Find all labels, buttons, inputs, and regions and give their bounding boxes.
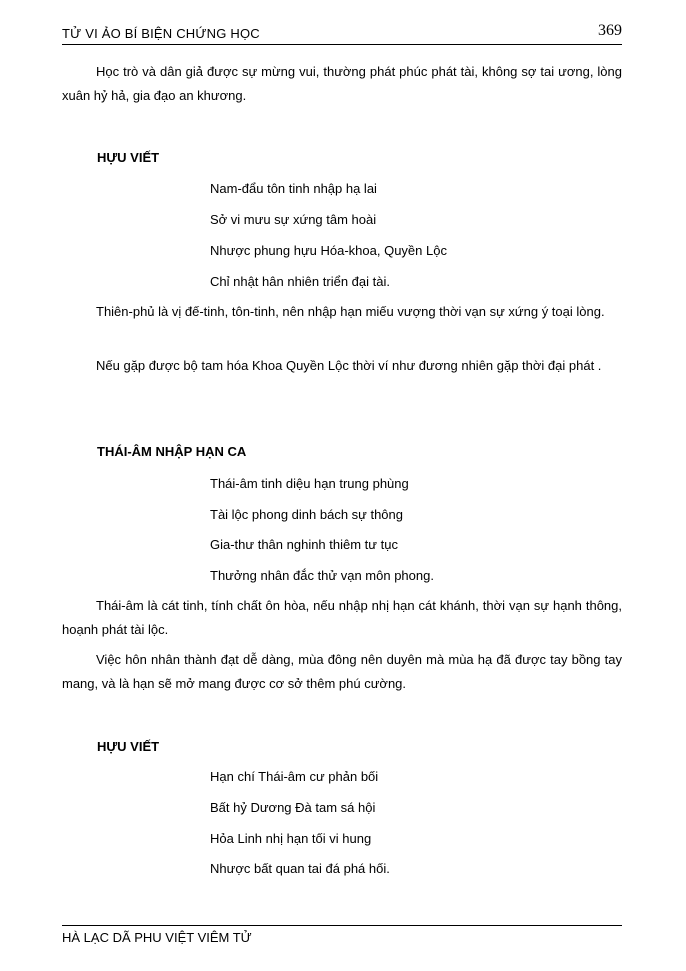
section-heading-thai-am: THÁI-ÂM NHẬP HẠN CA: [97, 444, 247, 459]
verse-line: Chỉ nhật hân nhiên triển đại tài.: [210, 274, 390, 289]
verse-line: Sở vi mưu sự xứng tâm hoài: [210, 212, 377, 227]
body-paragraph: Thái-âm là cát tinh, tính chất ôn hòa, nếu nhập nhị hạn cát khánh, thời vạn sự hạnh thông, hoạnh phát tài lộc.: [62, 598, 622, 637]
verse-line: Gia-thư thân nghinh thiêm tư tục: [210, 537, 398, 552]
page-header: [62, 22, 622, 45]
intro-paragraph: Học trò và dân giả được sự mừng vui, thường phát phúc phát tài, không sợ tai ương, lòng xuân hỷ hả, gia đạo an khương.: [62, 64, 622, 103]
verse-line: Hỏa Linh nhị hạn tối vi hung: [210, 831, 372, 846]
verse-line: Nhược phung hựu Hóa-khoa, Quyền Lộc: [210, 243, 447, 258]
section-heading-huu-viet-2: HỰU VIẾT: [97, 739, 160, 754]
page-number: 369: [598, 22, 622, 39]
verse-line: Thưởng nhân đắc thử vạn môn phong.: [210, 568, 434, 583]
body-paragraph: Việc hôn nhân thành đạt dễ dàng, mùa đông nên duyên mà mùa hạ đã được tay bồng tay mang, và là hạn sẽ mở mang được cơ sở thêm phú cường.: [62, 652, 622, 691]
body-paragraph: Nếu gặp được bộ tam hóa Khoa Quyền Lộc thời ví như đương nhiên gặp thời đại phát .: [96, 358, 602, 373]
running-title: TỬ VI ẢO BÍ BIỆN CHỨNG HỌC: [62, 26, 260, 41]
section-heading-huu-viet-1: HỰU VIẾT: [97, 150, 160, 165]
verse-line: Hạn chí Thái-âm cư phản bối: [210, 769, 379, 784]
verse-line: Thái-âm tinh diệu hạn trung phùng: [210, 476, 409, 491]
verse-line: Tài lộc phong dinh bách sự thông: [210, 507, 404, 522]
verse-line: Nhược bất quan tai đá phá hối.: [210, 861, 390, 876]
page-footer: [62, 925, 622, 945]
footer-text: HÀ LẠC DÃ PHU VIỆT VIÊM TỬ: [62, 930, 252, 945]
body-paragraph: Thiên-phủ là vị đế-tinh, tôn-tinh, nên nhập hạn miếu vượng thời vạn sự xứng ý toại lòng.: [96, 304, 605, 319]
verse-line: Bất hỷ Dương Đà tam sá hội: [210, 800, 376, 815]
verse-line: Nam-đẩu tôn tinh nhập hạ lai: [210, 181, 377, 196]
